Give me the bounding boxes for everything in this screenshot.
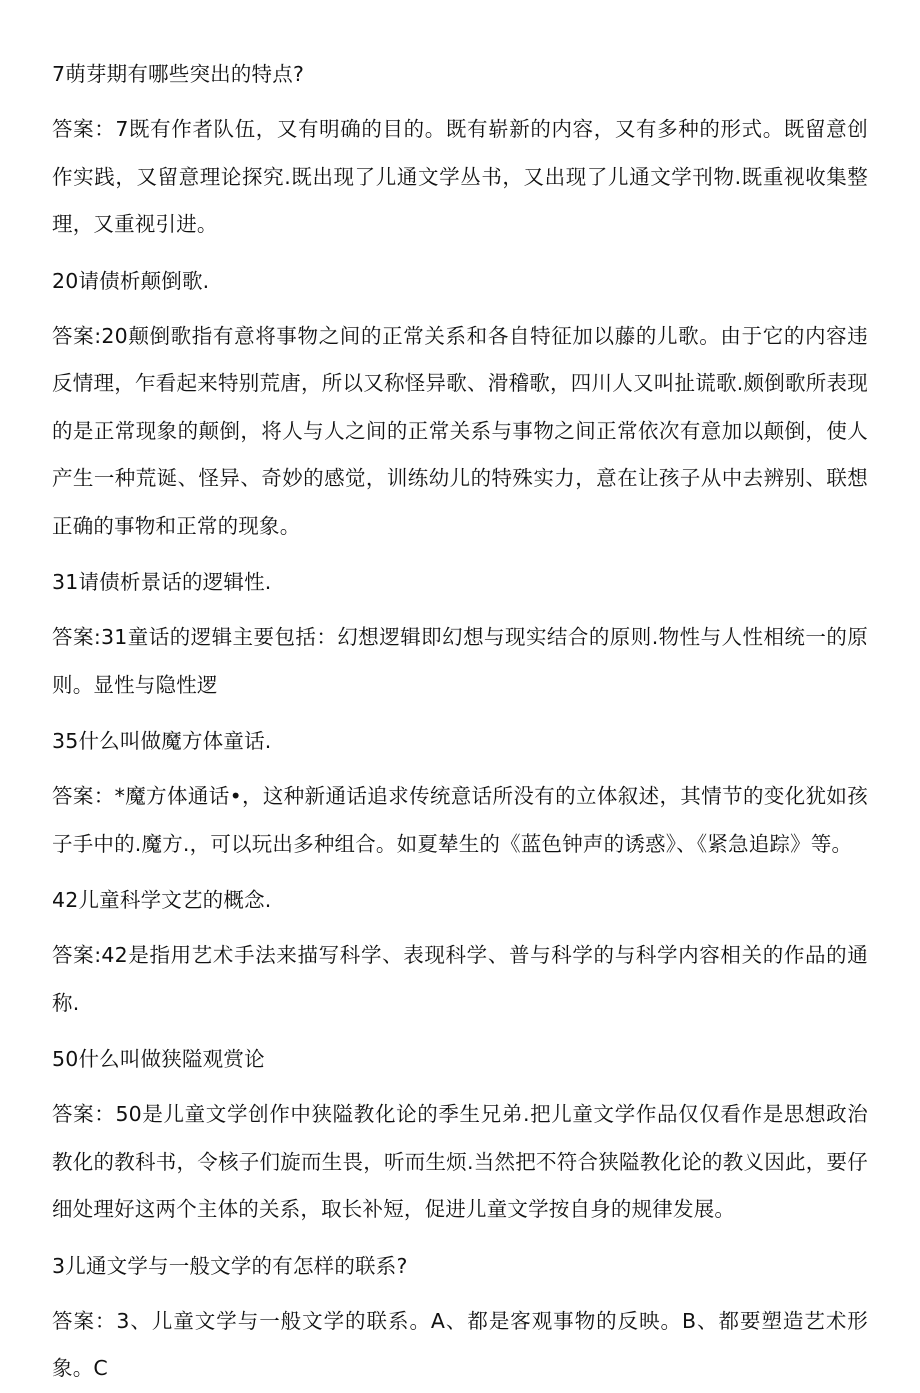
question-text: 50什么叫做狭隘观赏论 [52,1047,265,1071]
answer-paragraph [52,106,868,249]
answer-text: 7既有作者队伍，又有明确的目的。既有崭新的内容，又有多种的形式。既留意创作实践，又留意理论探究.既出现了儿通文学丛书，又出现了儿通文学刊物.既重视收集整理，又重视引进。 [52,117,868,236]
answer-paragraph [52,1298,868,1393]
answer-paragraph [52,773,868,868]
question-text: 35什么叫做魔方体童话. [52,729,272,753]
answer-label: 答案: [52,323,102,348]
qa-item-2 [52,263,868,551]
answer-label: 答案： [52,784,115,808]
qa-item-4 [52,723,868,868]
answer-text: 31童话的逻辑主要包括：幻想逻辑即幻想与现实结合的原则.物性与人性相统一的原则。显性与隐性逻 [52,625,868,697]
qa-item-5 [52,882,868,1027]
answer-paragraph [52,313,868,551]
answer-text: 50是儿童文学创作中狭隘教化论的季生兄弟.把儿童文学作品仅仅看作是思想政治教化的教科书，令核子们旋而生畏，听而生烦.当然把不符合狭隘教化论的教义因此，要仔细处理好这两个主体的关系，取长补短，促进儿童文学按自身的规律发展。 [52,1102,868,1221]
answer-text: *魔方体通话•，这种新通话追求传统意话所没有的立体叙述，其情节的变化犹如孩子手中的.魔方.，可以玩出多种组合。如夏辇生的《蓝色钟声的诱惑》、《紧急追踪》等。 [52,784,868,856]
answer-text: 20颠倒歌指有意将事物之间的正常关系和各自特征加以藤的儿歌。由于它的内容违反情理，乍看起来特别荒唐，所以又称怪异歌、滑稽歌，四川人又叫扯谎歌.颇倒歌所表现的是正常现象的颠倒，将人与人之间的正常关系与事物之间正常依次有意加以颠倒，使人产生一种荒诞、怪异、奇妙的感觉，训练幼儿的特殊实力，意在让孩子从中去辨别、联想正确的事物和正常的现象。 [52,323,868,538]
qa-item-3 [52,564,868,709]
answer-paragraph [52,932,868,1027]
question-text: 7萌芽期有哪些突出的特点? [52,62,305,86]
answer-text: 3、儿童文学与一般文学的联系。A、都是客观事物的反映。B、都要塑造艺术形象。C [52,1308,869,1380]
answer-label: 答案： [52,1102,116,1126]
qa-item-6 [52,1041,868,1234]
answer-label: 答案: [52,943,102,967]
answer-label: 答案： [52,1308,117,1333]
question-text: 3儿通文学与一般文学的有怎样的联系? [52,1253,408,1278]
qa-item-1 [52,56,868,249]
question-text: 20请债析颠倒歌. [52,268,210,293]
answer-paragraph [52,1091,868,1234]
answer-label: 答案： [52,117,116,141]
answer-label: 答案: [52,625,102,649]
question-text: 42儿童科学文艺的概念. [52,888,272,912]
question-text: 31请债析景话的逻辑性. [52,570,272,594]
qa-item-7 [52,1248,868,1393]
answer-text: 42是指用艺术手法来描写科学、表现科学、普与科学的与科学内容相关的作品的通称. [52,943,868,1015]
answer-paragraph [52,614,868,709]
